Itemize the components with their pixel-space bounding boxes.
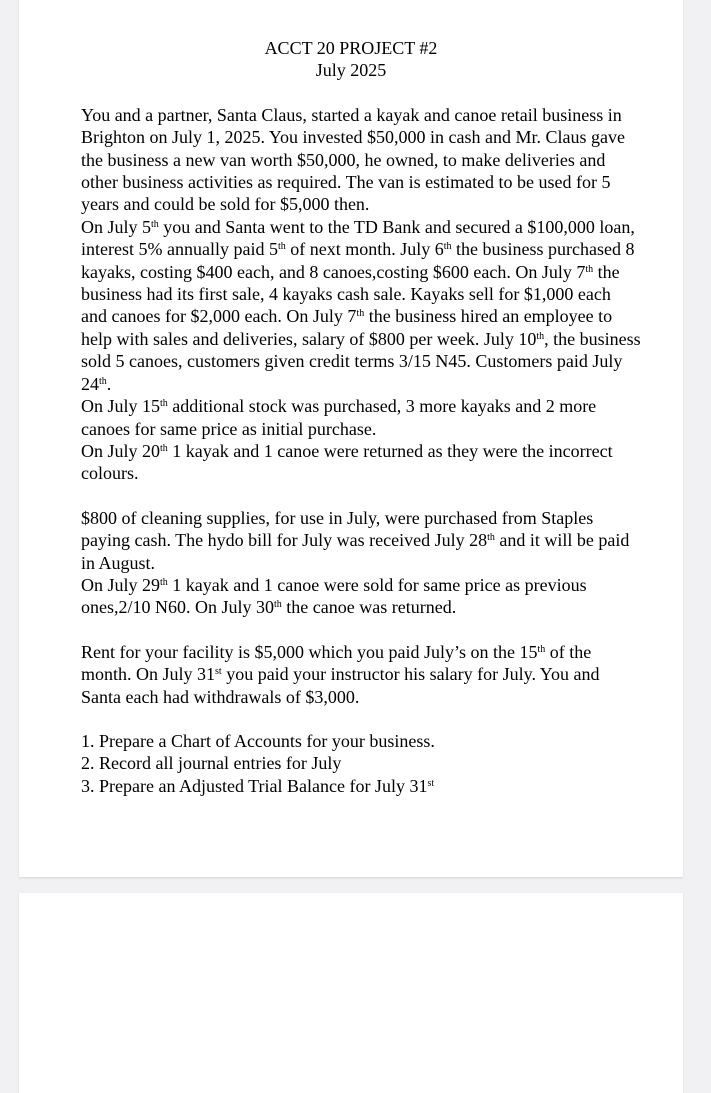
paragraph-late-sales: On July 29th 1 kayak and 1 canoe were sold for same price as previous ones,2/10 N60. On July 30th the canoe was returned. xyxy=(81,574,587,618)
spacer xyxy=(81,708,641,730)
document-body xyxy=(81,37,641,797)
paragraph-additional-stock: On July 15th additional stock was purchased, 3 more kayaks and 2 more canoes for same price as initial purchase. xyxy=(81,396,597,439)
paragraph-rent-and-withdrawals: Rent for your facility is $5,000 which you paid July’s on the 15th of the month. On July 31st you paid your instructor his salary for July. You and Santa each had withdrawals of $3,000. xyxy=(81,641,600,707)
paragraph-returns: On July 20th 1 kayak and 1 canoe were returned as they were the incorrect colours. xyxy=(81,440,613,484)
paragraph-intro: You and a partner, Santa Claus, started a kayak and canoe retail business in Brighton on July 1, 2025. You invested $50,000 in cash and Mr. Claus gave the business a new van worth $50,000, he owned, to make deliveries and other business activities as required. The van is estimated to be used for 5 years and could be sold for $5,000 then. xyxy=(81,104,625,215)
document-page-1 xyxy=(19,0,683,877)
document-page-2 xyxy=(19,893,683,1093)
task-item-3: 3. Prepare an Adjusted Trial Balance for July 31st xyxy=(81,775,435,796)
task-item-2: 2. Record all journal entries for July xyxy=(81,753,342,774)
document-date: July 2025 xyxy=(315,60,387,81)
task-item-1: 1. Prepare a Chart of Accounts for your business. xyxy=(81,730,435,751)
spacer xyxy=(81,82,641,104)
document-heading: ACCT 20 PROJECT #2 xyxy=(264,38,438,58)
paragraph-supplies-and-hydro: $800 of cleaning supplies, for use in July, were purchased from Staples paying cash. The hydo bill for July was received July 28th and it will be paid in August. xyxy=(81,507,630,573)
spacer xyxy=(81,485,641,507)
spacer xyxy=(81,619,641,641)
paragraph-loan-and-sales: On July 5th you and Santa went to the TD Bank and secured a $100,000 loan, interest 5% annually paid 5th of next month. July 6th the business purchased 8 kayaks, costing $400 each, and 8 canoes,costing $600 each. On July 7th the business had its first sale, 4 kayaks cash sale. Kayaks sell for $1,000 each and canoes for $2,000 each. On July 7th the business hired an employee to help with sales and deliveries, salary of $800 per week. July 10th, the business sold 5 canoes, customers given credit terms 3/15 N45. Customers paid July 24th. xyxy=(81,216,641,394)
